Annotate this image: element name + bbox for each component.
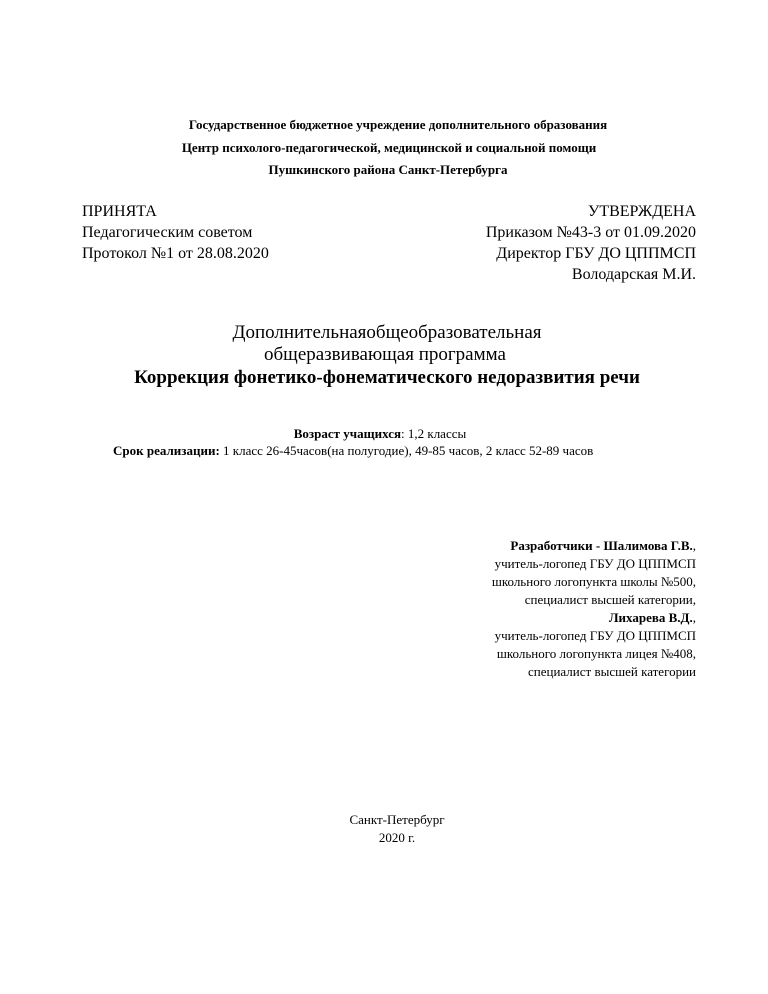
developer-2-name: Лихарева В.Д. — [608, 610, 693, 625]
developers-separator: - — [592, 538, 604, 553]
footer — [0, 811, 768, 847]
program-title — [0, 322, 768, 390]
institution-center: Центр психолого-педагогической, медицинской и социальной помощи — [181, 139, 597, 155]
footer-city: Санкт-Петербург — [349, 812, 445, 827]
accepted-council: Педагогическим советом — [82, 224, 253, 241]
accepted-protocol: Протокол №1 от 28.08.2020 — [82, 245, 269, 262]
developer-2-position: учитель-логопед ГБУ ДО ЦППМСП — [494, 628, 696, 643]
developer-1-name: Шалимова Г.В. — [603, 538, 693, 553]
developer-2-workplace: школьного логопункта лицея №408, — [496, 646, 696, 661]
age-label: Возраст учащихся — [293, 426, 402, 441]
term-label: Срок реализации: — [113, 443, 220, 458]
developer-1-suffix: , — [692, 538, 696, 553]
institution-district: Пушкинского района Санкт-Петербурга — [268, 162, 508, 177]
developer-2-heading — [492, 609, 696, 627]
term-row — [113, 443, 593, 459]
institution-name: Государственное бюджетное учреждение дополнительного образования — [188, 117, 608, 132]
approved-director-name: Володарская М.И. — [571, 266, 696, 283]
developer-1-category: специалист высшей категории, — [524, 592, 696, 607]
developers-block — [492, 537, 696, 681]
approved-director: Директор ГБУ ДО ЦППМСП — [496, 245, 696, 262]
approved-order: Приказом №43-3 от 01.09.2020 — [485, 224, 696, 241]
accepted-title: ПРИНЯТА — [82, 203, 157, 220]
institution-header — [0, 114, 768, 182]
age-value: : 1,2 классы — [401, 426, 467, 441]
age-row — [0, 426, 768, 442]
program-meta — [0, 426, 768, 458]
developer-2-category: специалист высшей категории — [528, 664, 696, 679]
developers-label: Разработчики — [510, 538, 593, 553]
program-type-line1: Дополнительнаяобщеобразовательная — [232, 322, 542, 343]
developers-heading — [492, 537, 696, 555]
developer-1-position: учитель-логопед ГБУ ДО ЦППМСП — [494, 556, 696, 571]
accepted-block — [82, 201, 269, 264]
term-value: 1 класс 26-45часов(на полугодие), 49-85 часов, 2 класс 52-89 часов — [219, 443, 594, 458]
footer-year: 2020 г. — [378, 830, 416, 845]
developer-2-suffix: , — [692, 610, 696, 625]
approved-block — [486, 201, 696, 285]
program-type-line2: общеразвивающая программа — [264, 344, 506, 365]
developer-1-workplace: школьного логопункта школы №500, — [491, 574, 696, 589]
program-name: Коррекция фонетико-фонематического недоразвития речи — [134, 367, 640, 388]
approved-title: УТВЕРЖДЕНА — [587, 203, 696, 220]
